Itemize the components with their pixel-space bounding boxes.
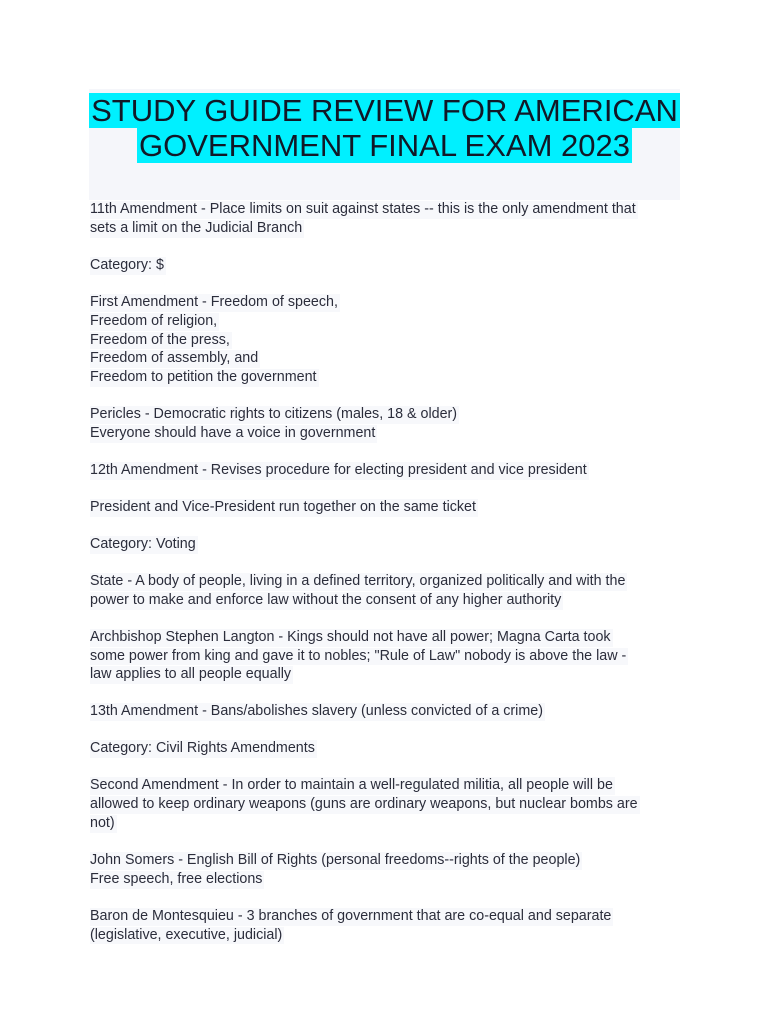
study-entry bbox=[90, 405, 690, 443]
study-entry bbox=[90, 535, 690, 554]
title-box bbox=[89, 89, 680, 200]
entry-text-line: Free speech, free elections bbox=[90, 870, 263, 887]
study-entry bbox=[90, 461, 690, 480]
entry-text-line: Archbishop Stephen Langton - Kings should not have all power; Magna Carta took bbox=[90, 628, 611, 645]
entry-text-line: John Somers - English Bill of Rights (personal freedoms--rights of the people) bbox=[90, 851, 581, 868]
study-entry bbox=[90, 739, 690, 758]
entry-text-line: Everyone should have a voice in government bbox=[90, 425, 376, 442]
entry-text-line: sets a limit on the Judicial Branch bbox=[90, 219, 303, 236]
study-entry bbox=[90, 572, 690, 610]
entry-text-line: State - A body of people, living in a defined territory, organized politically and with the bbox=[90, 572, 626, 589]
entry-text-line: power to make and enforce law without the consent of any higher authority bbox=[90, 591, 562, 608]
study-entry bbox=[90, 702, 690, 721]
entry-text-line: 12th Amendment - Revises procedure for electing president and vice president bbox=[90, 462, 587, 479]
study-entry bbox=[90, 776, 690, 833]
entry-text-line: Pericles - Democratic rights to citizens (males, 18 & older) bbox=[90, 406, 458, 423]
entry-text-line: law applies to all people equally bbox=[90, 666, 292, 683]
entry-text-line: 13th Amendment - Bans/abolishes slavery (unless convicted of a crime) bbox=[90, 703, 543, 720]
entry-text-line: First Amendment - Freedom of speech, bbox=[90, 293, 338, 310]
study-entry bbox=[90, 628, 690, 685]
study-entry bbox=[90, 256, 690, 275]
entry-text-line: some power from king and gave it to nobles; "Rule of Law" nobody is above the law - bbox=[90, 647, 627, 664]
entry-text-line: not) bbox=[90, 814, 115, 831]
entry-text-line: Freedom of assembly, and bbox=[90, 350, 259, 367]
entry-text-line: 11th Amendment - Place limits on suit against states -- this is the only amendment that bbox=[90, 201, 636, 217]
entry-text-line: Category: $ bbox=[90, 256, 164, 273]
study-entry bbox=[90, 851, 690, 889]
entry-text-line: (legislative, executive, judicial) bbox=[90, 926, 283, 943]
entry-text-line: Second Amendment - In order to maintain a well-regulated militia, all people will be bbox=[90, 777, 613, 794]
title-line-1: STUDY GUIDE REVIEW FOR AMERICAN bbox=[91, 93, 678, 128]
entry-text-line: Freedom of religion, bbox=[90, 312, 218, 329]
entry-text-line: Category: Voting bbox=[90, 535, 196, 552]
title-line-2: GOVERNMENT FINAL EXAM 2023 bbox=[139, 128, 630, 163]
study-entry bbox=[90, 498, 690, 517]
entry-text-line: Freedom of the press, bbox=[90, 331, 230, 348]
document-title bbox=[89, 89, 680, 163]
entry-text-line: Baron de Montesquieu - 3 branches of government that are co-equal and separate bbox=[90, 907, 612, 924]
entry-text-line: Category: Civil Rights Amendments bbox=[90, 740, 315, 757]
study-guide-content bbox=[90, 200, 690, 962]
study-entry bbox=[90, 200, 690, 238]
entry-text-line: Freedom to petition the government bbox=[90, 369, 317, 386]
study-entry bbox=[90, 293, 690, 388]
entry-text-line: allowed to keep ordinary weapons (guns are ordinary weapons, but nuclear bombs are bbox=[90, 796, 638, 813]
entry-text-line: President and Vice-President run together on the same ticket bbox=[90, 498, 476, 515]
study-entry bbox=[90, 907, 690, 945]
